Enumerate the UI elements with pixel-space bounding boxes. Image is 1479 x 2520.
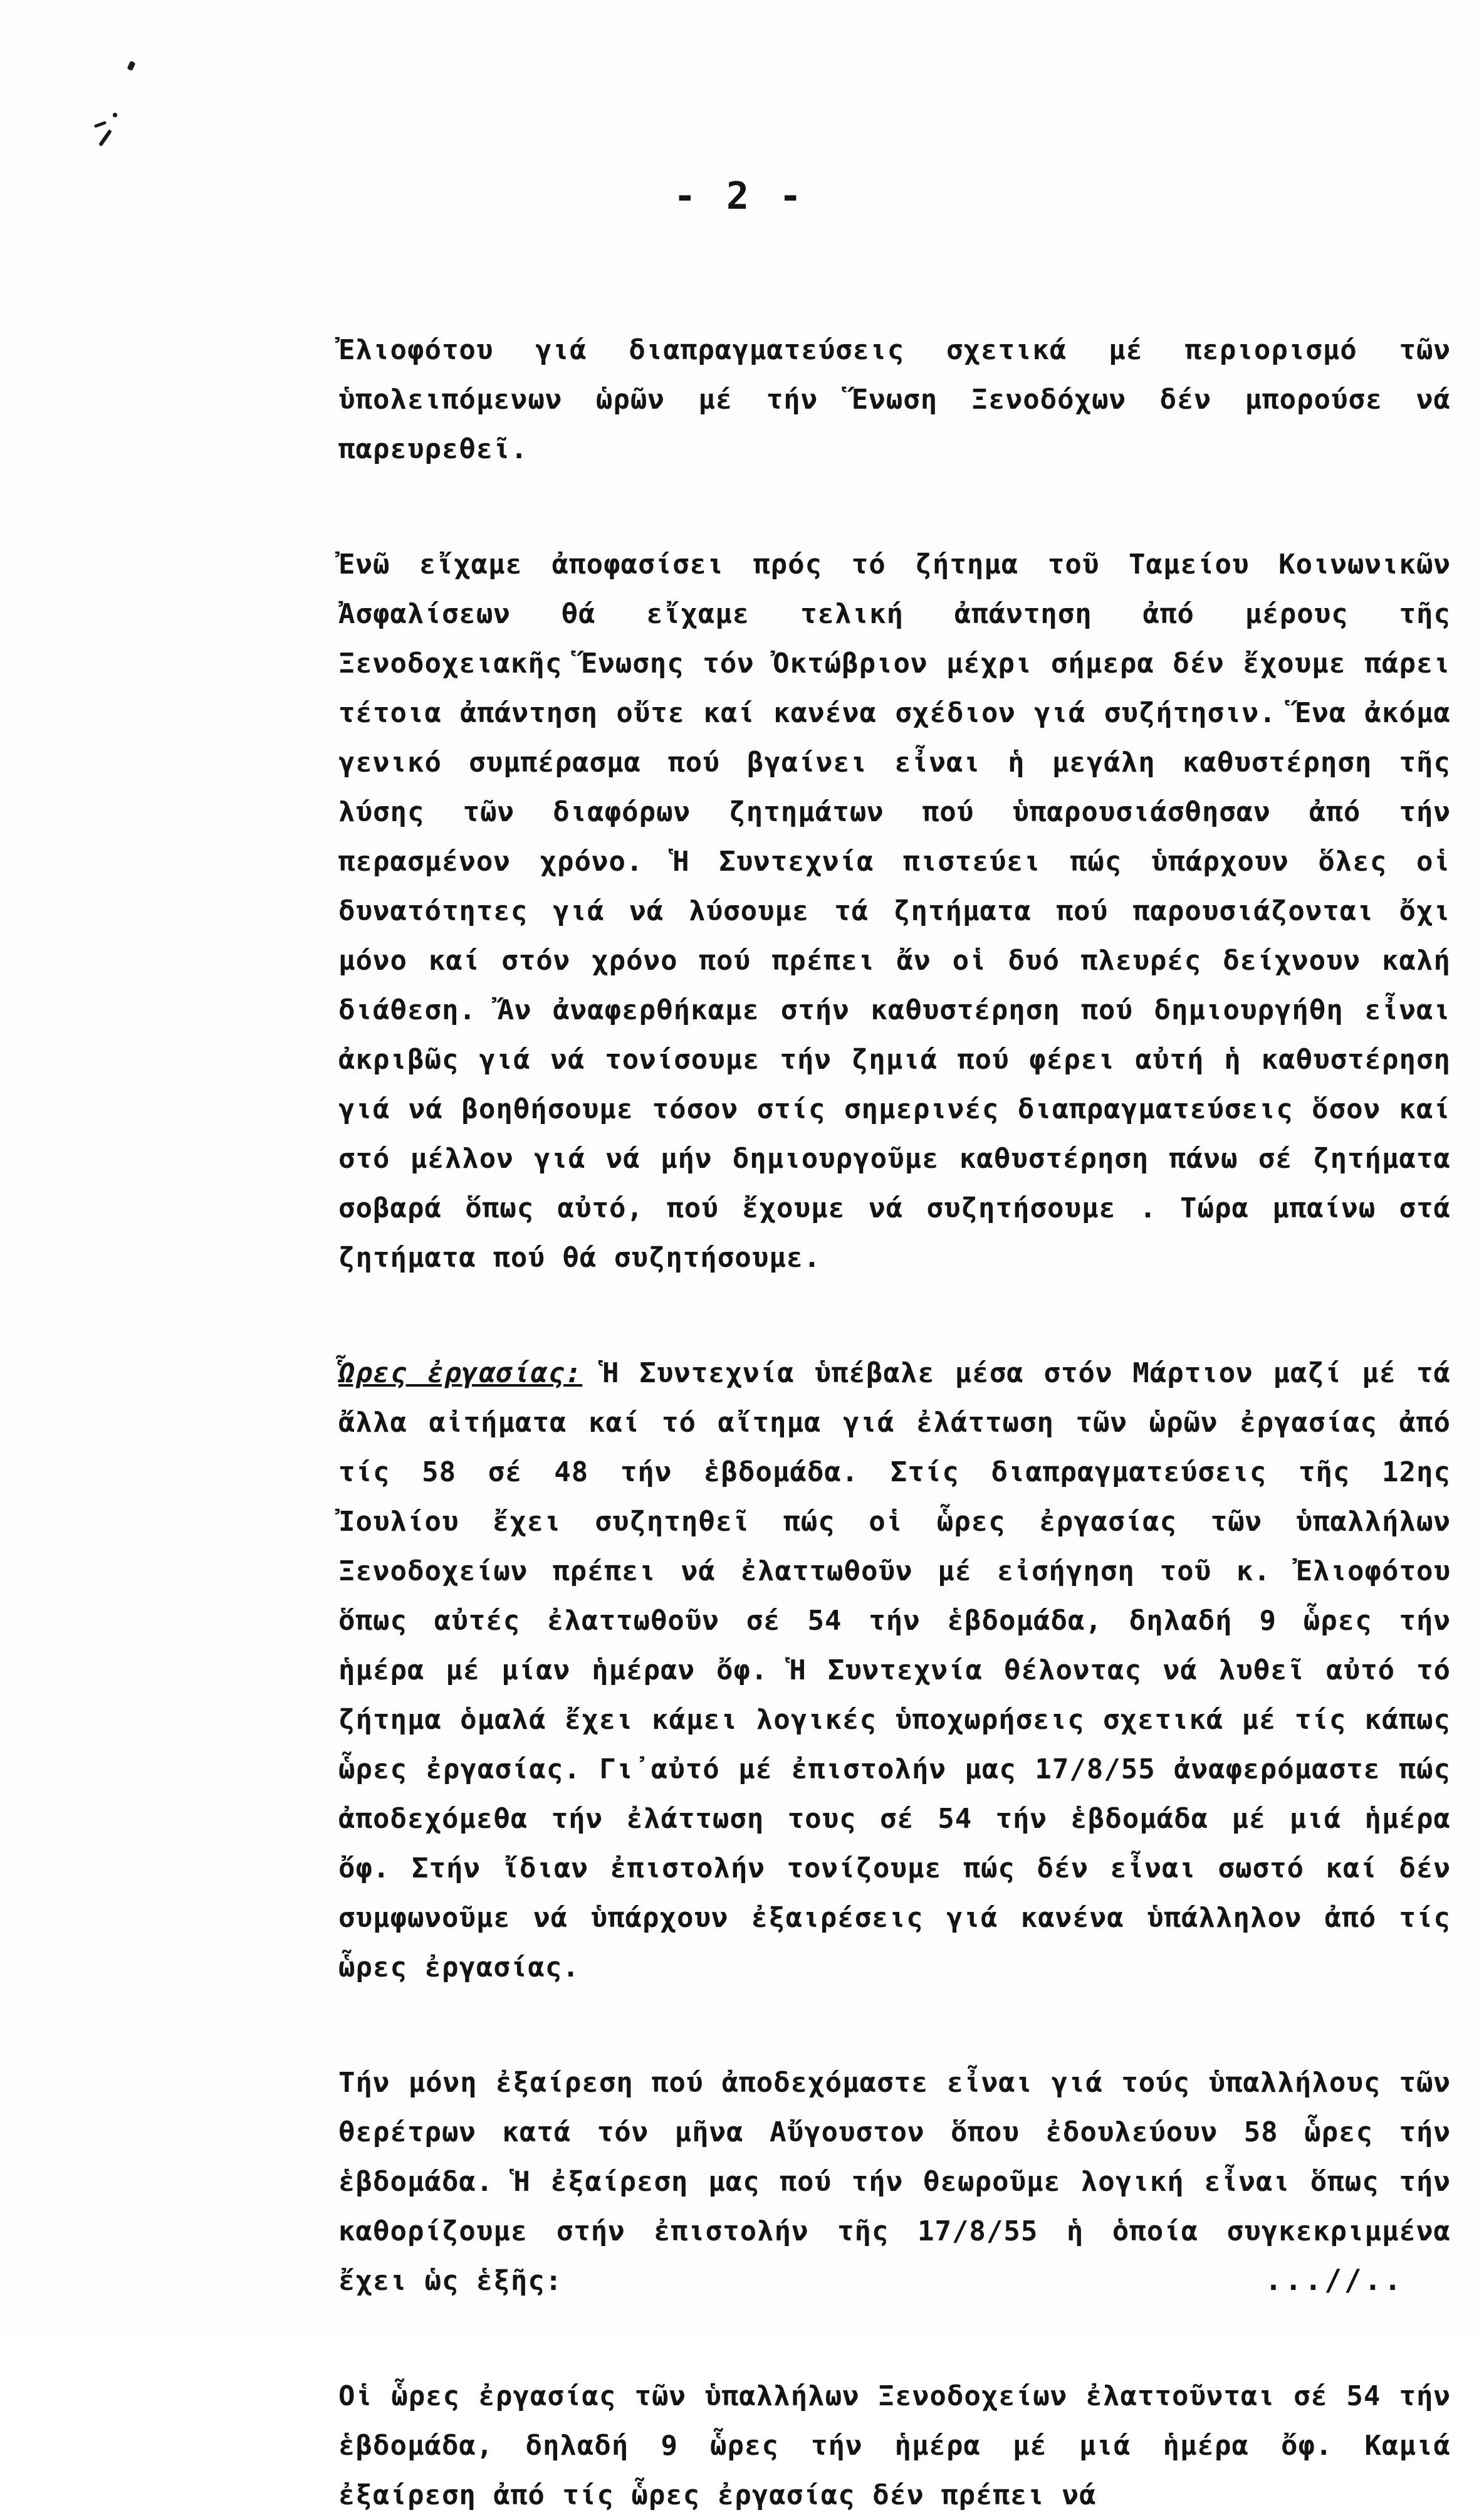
paragraph-2 [338,490,1451,1283]
paragraph-1 [338,276,1451,474]
paragraph-2-text: Ἐνῶ εἴχαμε ἀποφασίσει πρός τό ζήτημα τοῦ Ταμείου Κοινωνικῶν Ἀσφαλίσεων θά εἴχαμε τελική ἀπάντηση ἀπό μέρους τῆς Ξενοδοχειακῆς Ἕνωσης τόν Ὀκτώβριον μέχρι σήμερα δέν ἔχουμε πάρει τέτοια ἀπάντηση οὔτε καί κανένα σχέδιον γιά συζήτησιν. Ἕνα ἀκόμα γενικό συμπέρασμα πού βγαίνει εἶναι ἡ μεγάλη καθυστέρηση τῆς λύσης τῶν διαφόρων ζητημάτων πού ὑπαρουσιάσθησαν ἀπό τήν περασμένον χρόνο. Ἡ Συντεχνία πιστεύει πώς ὑπάρχουν ὅλες οἱ δυνατότητες γιά νά λύσουμε τά ζητήματα πού παρουσιάζονται ὄχι μόνο καί στόν χρόνο πού πρέπει ἄν οἱ δυό πλευρές δείχνουν καλή διάθεση. Ἄν ἀναφερθήκαμε στήν καθυστέρηση πού δημιουργήθη εἶναι ἀκριβῶς γιά νά τονίσουμε τήν ζημιά πού φέρει αὐτή ἡ καθυστέρηση γιά νά βοηθήσουμε τόσον στίς σημερινές διαπραγματεύσεις ὅσον καί στό μέλλον γιά νά μήν δημιουργοῦμε καθυστέρηση πάνω σέ ζητήματα σοβαρά ὅπως αὐτό, πού ἔχουμε νά συζητήσουμε . Τώρα μπαίνω στά ζητήματα πού θά συζητήσουμε. [338,549,1451,1274]
body-text [338,276,1451,2520]
scan-artifact-mark [94,121,107,129]
scan-artifact-mark [98,129,112,147]
paragraph-4 [338,2008,1451,2306]
paragraph-3-text: Ἡ Συντεχνία ὑπέβαλε μέσα στόν Μάρτιον μαζί μέ τά ἄλλα αἰτήματα καί τό αἴτημα γιά ἐλάττωση τῶν ὡρῶν ἐργασίας ἀπό τίς 58 σέ 48 τήν ἑβδομάδα. Στίς διαπραγματεύσεις τῆς 12ης Ἰουλίου ἔχει συζητηθεῖ πώς οἱ ὧρες ἐργασίας τῶν ὑπαλλήλων Ξενοδοχείων πρέπει νά ἐλαττωθοῦν μέ εἰσήγηση τοῦ κ. Ἐλιοφότου ὅπως αὐτές ἐλαττωθοῦν σέ 54 τήν ἑβδομάδα, δηλαδή 9 ὧρες τήν ἡμέρα μέ μίαν ἡμέραν ὄφ. Ἡ Συντεχνία θέλοντας νά λυθεῖ αὐτό τό ζήτημα ὁμαλά ἔχει κάμει λογικές ὑποχωρήσεις σχετικά μέ τίς κάπως ὧρες ἐργασίας. Γι᾽αὐτό μέ ἐπιστολήν μας 17/8/55 ἀναφερόμαστε πώς ἀποδεχόμεθα τήν ἐλάττωση τους σέ 54 τήν ἑβδομάδα μέ μιά ἡμέρα ὄφ. Στήν ἴδιαν ἐπιστολήν τονίζουμε πώς δέν εἶναι σωστό καί δέν συμφωνοῦμε νά ὑπάρχουν ἐξαιρέσεις γιά κανένα ὑπάλληλον ἀπό τίς ὧρες ἐργασίας. [338,1357,1451,1983]
paragraph-5 [338,2322,1451,2520]
page-number: - 2 - [673,174,806,218]
section-heading-working-hours: Ὧρες ἐργασίας: [338,1357,583,1389]
scan-artifact-mark [113,113,117,117]
scan-artifact-mark [127,61,135,71]
paragraph-3 [338,1299,1451,1992]
paragraph-5-text: Οἱ ὧρες ἐργασίας τῶν ὑπαλλήλων Ξενοδοχείων ἐλαττοῦνται σέ 54 τήν ἑβδομάδα, δηλαδή 9 ὧρες τήν ἡμέρα μέ μιά ἡμέρα ὄφ. Καμιά ἐξαίρεση ἀπό τίς ὧρες ἐργασίας δέν πρέπει νά [338,2380,1451,2511]
paragraph-1-text: Ἐλιοφότου γιά διαπραγματεύσεις σχετικά μέ περιορισμό τῶν ὑπολειπόμενων ὡρῶν μέ τήν Ἕνωση Ξενοδόχων δέν μπορούσε νά παρευρεθεῖ. [338,334,1451,465]
paragraph-4-text: Τήν μόνη ἐξαίρεση πού ἀποδεχόμαστε εἶναι γιά τούς ὑπαλλήλους τῶν θερέτρων κατά τόν μῆνα Αὔγουστον ὅπου ἐδουλεύουν 58 ὧρες τήν ἑβδομάδα. Ἡ ἐξαίρεση μας πού τήν θεωροῦμε λογική εἶναι ὅπως τήν καθορίζουμε στήν ἐπιστολήν τῆς 17/8/55 ἡ ὁποία συγκεκριμμένα ἔχει ὡς ἑξῆς: [338,2067,1451,2297]
continuation-mark: ...//.. [1265,2263,1404,2297]
